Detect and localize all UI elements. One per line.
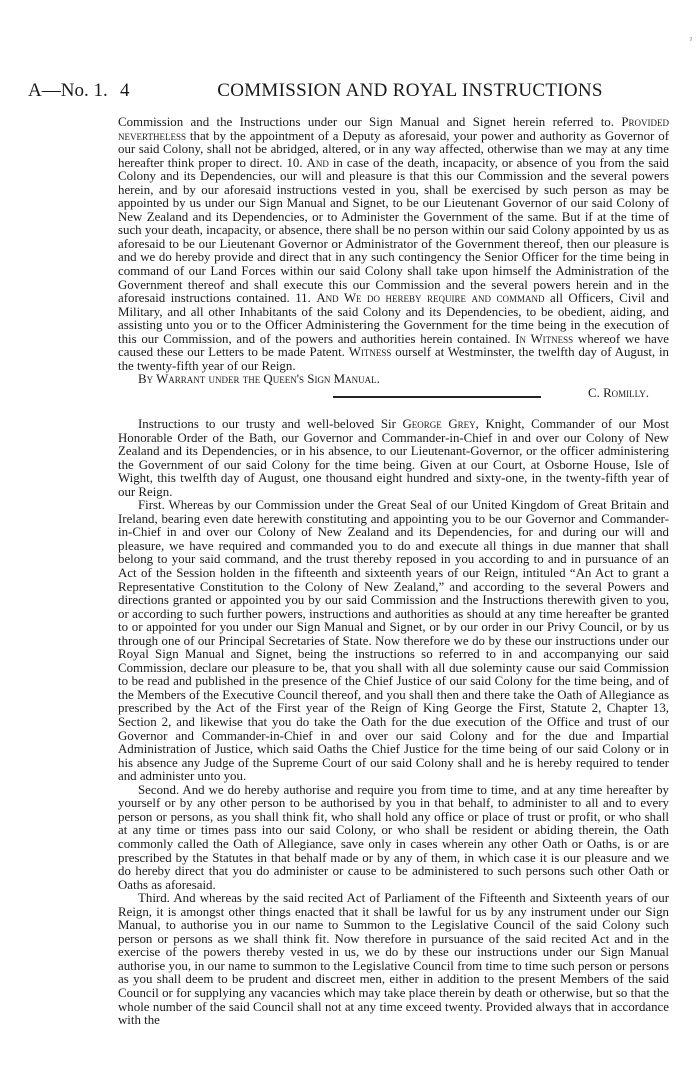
- commission-section: [118, 116, 669, 400]
- page-header: [0, 80, 700, 104]
- small-caps-text: Provided nevertheless: [118, 115, 669, 143]
- text: ourself at Westminster, the twelfth day of August, in the twenty-fifth year of our Reign.: [118, 345, 669, 373]
- instruction-first: First. Whereas by our Commission under the Great Seal of our United Kingdom of Great Britain and Ireland, bearing even date herewith constituting and appointing you to be our Governor and Commander-in-Chief in and over our Colony of New Zealand and its Dependencies, for and during our will and pleasure, we have required and commanded you to do and execute all things in due manner that shall belong to your said command, and the trust thereby reposed in you according to and in pursuance of an Act of the Session holden in the fifteenth and sixteenth years of our Reign, intituled “An Act to grant a Representative Constitution to the Colony of New Zealand,” and according to the several Powers and directions granted or appointed you by our said Commission and the Instructions therewith given to you, or according to such further powers, instructions and authorities as should at any time hereafter be granted to or appointed for you under our Sign Manual and Signet, or by our order in our Privy Council, or by us through one of our Principal Secretaries of State. Now therefore we do by these our instructions under our Royal Sign Manual and Signet, being the instructions so referred to in and accompanying our said Commission, declare our pleasure to be, that you shall with all due soleminty cause our said Commission to be read and published in the presence of the Chief Justice of our said Colony for the time being, and of the Members of the Executive Council thereof, and you shall then and there take the Oath of Allegiance as prescribed by the Act of the First year of the Reign of King George the First, Statute 2, Chapter 13, Section 2, and likewise that you do take the Oath for the due execution of the Office and trust of our Governor and Commander-in-Chief in and over our said Colony and for the due and Impartial Administration of Justice, which said Oaths the Chief Justice for the time being of our said Colony or in his absence any Judge of the Supreme Court of our said Colony shall and he is hereby required to tender and administer unto you.: [118, 498, 669, 784]
- commission-paragraph: [118, 116, 669, 373]
- text: Instructions to our trusty and well-beloved Sir: [138, 417, 403, 431]
- text: , Knight, Commander of our Most Honorable Order of the Bath, our Governor and Commander-in-Chief in and over our Colony of New Zealand and its Dependencies, or in his absence, to our Lieutenant-Governor, or the officer administering the Government of our said Colony for the time being. Given at our Court, at Osborne House, Isle of Wight, this twelfth day of August, one thousand eight hundred and sixty-one, in the twenty-fifth year of our Reign.: [118, 417, 669, 499]
- warrant-line: By Warrant under the Queen's Sign Manual.: [138, 372, 380, 387]
- page-title: COMMISSION AND ROYAL INSTRUCTIONS: [217, 80, 603, 101]
- text: all Officers, Civil and Military, and all other Inhabitants of the said Colony and its Dependencies, to be obedient, aiding, and assisting unto you or to the Officer Administering the Government for the time being in the execution of this our Commission, and of the powers and authorities herein contained.: [118, 291, 669, 346]
- signature: C. Romilly.: [588, 385, 649, 400]
- text: in case of the death, incapacity, or absence of you from the said Colony and its Dependencies, our will and pleasure is that this our Commission and the several powers herein, and by our aforesaid instructions vested in you, shall be exercised by such person as may be appointed by us under our Sign Manual and Signet, to be our Lieutenant Governor of our said Colony of New Zealand and its Dependencies, or to Administer the Government of the same. But if at the time of such your death, incapacity, or absence, there shall be no person within our said Colony appointed by us as aforesaid to be our Lieutenant Governor or Administrator of the Government thereof, then our pleasure is and we do hereby provide and direct that in any such contingency the Senior Officer for the time being in command of our Land Forces within our said Colony shall take upon himself the Administration of the Government thereof and shall execute this our Commission and the several powers herein and in the aforesaid instructions contained. 11.: [118, 155, 669, 306]
- instructions-section: [118, 418, 669, 1028]
- text: whereof we have caused these our Letters to be made Patent.: [118, 331, 669, 360]
- document-number: A—No. 1.: [28, 80, 108, 101]
- instruction-second: Second. And we do hereby authorise and require you from time to time, and at any time hereafter by yourself or by any other person to be authorised by you in that behalf, to administer to all and to every person or persons, as you shall think fit, who shall hold any office or place of trust or profit, or who shall at any time or times pass into our said Colony, or who shall be resident or abiding therein, the Oath commonly called the Oath of Allegiance, save only in cases wherein any other Oath or Oaths, is or are prescribed by the Statutes in that behalf made or by any of them, in which case it is our pleasure and we do hereby direct that you do administer or cause to be administered to such persons such other Oath or Oaths as aforesaid.: [118, 782, 669, 892]
- section-divider: [333, 396, 541, 398]
- instructions-intro: [118, 418, 669, 499]
- small-caps-text: And We do hereby require and command: [316, 291, 545, 306]
- small-caps-text: In Witness: [515, 331, 574, 346]
- text: that by the appointment of a Deputy as aforesaid, your power and authority as Governor of our said Colony, shall not be abridged, altered, or in any way affected, otherwise than we may at any time hereafter think proper to direct. 10.: [118, 128, 669, 170]
- page-number: 4: [120, 80, 130, 101]
- small-caps-text: George Grey: [402, 417, 476, 431]
- scan-mark: ˀ: [690, 36, 692, 45]
- text: Commission and the Instructions under our Sign Manual and Signet herein referred to.: [118, 115, 622, 129]
- instruction-third: Third. And whereas by the said recited Act of Parliament of the Fifteenth and Sixteenth years of our Reign, it is amongst other things enacted that it shall be lawful for us by any instrument under our Sign Manual, to authorise you in our name to Summon to the Legislative Council of the said Colony such person or persons as we shall think fit. Now therefore in pursuance of the said recited Act and in the exercise of the powers thereby vested in us, we do by these our instructions under our Sign Manual authorise you, in our name to summon to the Legislative Council from time to time such person or persons as you shall deem to be prudent and discreet men, either in addition to the present Members of the said Council or for supplying any vacancies which may take place therein by death or otherwise, but so that the whole number of the said Council shall not at any time exceed twenty. Provided always that in accordance with the: [118, 891, 669, 1028]
- small-caps-text: And: [306, 155, 329, 170]
- small-caps-text: Witness: [348, 345, 392, 360]
